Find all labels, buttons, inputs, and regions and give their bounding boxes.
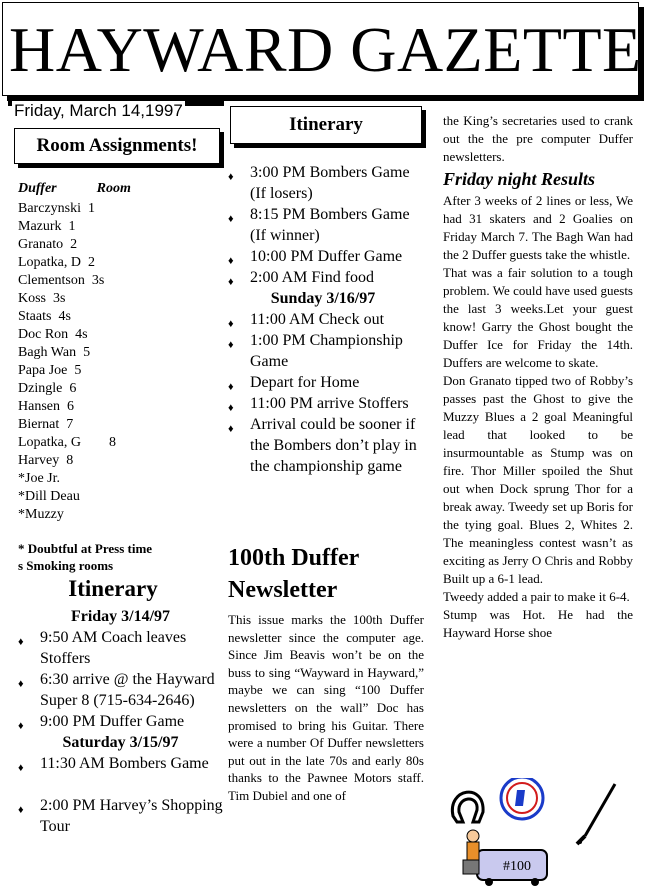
itinerary-item: ♦ 11:30 AM Bombers Game (18, 753, 223, 774)
itinerary-item: ♦ Arrival could be sooner if the Bombers don’t play in the championship game (228, 414, 418, 477)
room-row: *Dill Deau (18, 489, 80, 504)
right-column (443, 112, 633, 642)
room-row: Clementson 3s (18, 273, 105, 288)
itinerary-day-heading: Sunday 3/16/97 (270, 290, 376, 307)
room-table-header (18, 181, 131, 197)
results-paragraph: Don Granato tipped two of Robby’s passes past the Ghost to give the Muzzy Blues a 2 goal Meaningful lead that looked to be insurmountable as Stump was on fire. Thor Miller spoiled the Shut out when Dock sprung Thor for a break away. Tweedy set up Boris for the tying goal. Blues 2, Whites 2. The meaningless contest wasn’t as exciting as Jerry O Chris and Robby Built up a 6-1 lead. (443, 373, 633, 586)
room-row: Harvey 8 (18, 453, 74, 468)
room-row: Lopatka, G 8 (18, 435, 116, 450)
footnote-doubtful: * Doubtful at Press time (18, 541, 153, 556)
itinerary-item: ♦ 3:00 PM Bombers Game (If losers) (228, 162, 418, 204)
friday-results-title: Friday night Results (443, 169, 596, 189)
itinerary-left-list (18, 606, 223, 837)
results-paragraph: Tweedy added a pair to make it 6-4. (443, 589, 630, 604)
room-row: Bagh Wan 5 (18, 345, 91, 360)
itinerary-item: ♦ 9:00 PM Duffer Game (18, 711, 223, 732)
footnote-smoking: s Smoking rooms (18, 558, 114, 573)
room-row: Granato 2 (18, 237, 78, 252)
room-row: Mazurk 1 (18, 219, 76, 234)
room-row: Hansen 6 (18, 399, 74, 414)
room-row: Papa Joe 5 (18, 363, 82, 378)
room-row: Barczynski 1 (18, 201, 95, 216)
itinerary-item: ♦ 9:50 AM Coach leaves Stoffers (18, 627, 223, 669)
room-row: Staats 4s (18, 309, 71, 324)
issue-date: Friday, March 14,1997 (14, 101, 183, 120)
itinerary-item: ♦ 1:00 PM Championship Game (228, 330, 418, 372)
itinerary-mid-title: Itinerary (230, 106, 422, 144)
room-row: Lopatka, D 2 (18, 255, 95, 270)
room-row: Doc Ron 4s (18, 327, 88, 342)
friday-results-body (443, 192, 633, 642)
room-list (18, 200, 116, 524)
results-paragraph: Stump was Hot. He had the Hayward Horse shoe (443, 607, 633, 640)
zamboni-icon (463, 830, 547, 886)
room-row: *Joe Jr. (18, 471, 60, 486)
itinerary-item: ♦ 2:00 AM Find food (228, 267, 418, 288)
room-row: *Muzzy (18, 507, 64, 522)
room-assignments-title: Room Assignments! (14, 128, 220, 164)
illustrations (445, 778, 625, 888)
masthead (2, 2, 642, 96)
itinerary-item: ♦ 6:30 arrive @ the Hayward Super 8 (715-634-2646) (18, 669, 223, 711)
continued-text: the King’s secretaries used to crank out the the pre computer Duffer newsletters. (443, 113, 633, 164)
itinerary-item: ♦ 11:00 PM arrive Stoffers (228, 393, 418, 414)
masthead-title: HAYWARD GAZETTE (9, 14, 642, 85)
itinerary-item: ♦ 2:00 PM Harvey’s Shopping Tour (18, 795, 223, 837)
room-footnotes (18, 540, 208, 574)
results-paragraph: That was a fair solution to a tough problem. We could have used guests the last 3 weeks.Let your guest know! Garry the Ghost bought the Duffer Ice for Friday the 14th. Duffers are welcome to skate. (443, 265, 633, 370)
team-logo-icon (501, 778, 543, 819)
zamboni-label: #100 (503, 859, 531, 874)
room-row: Biernat 7 (18, 417, 74, 432)
itinerary-item: ♦ 8:15 PM Bombers Game (If winner) (228, 204, 418, 246)
itinerary-day-heading: Saturday 3/15/97 (62, 734, 179, 751)
results-paragraph: After 3 weeks of 2 lines or less, We had 31 skaters and 2 Goalies on Friday March 7. The Bagh Wan had the 2 Duffer guests take the whistle. (443, 193, 633, 262)
itinerary-mid-list (228, 162, 418, 477)
itinerary-item: ♦ Depart for Home (228, 372, 418, 393)
newsletter-title: 100th Duffer Newsletter (228, 545, 359, 603)
duffer-column-header: Duffer (18, 181, 57, 196)
newsletter-body: This issue marks the 100th Duffer newsletter since the computer age. Since Jim Beavis won’t be on the buss to sing “Wayward in Hayward,” maybe we can sing “100 Duffer newsletters on the wall” Doc has promised to bring his Guitar. There were a number Of Duffer newsletters put out in the late 70s and early 80s thanks to the Pawnee Motors staff. Tim Dubiel and one of (228, 612, 424, 803)
room-row: Dzingle 6 (18, 381, 77, 396)
hockey-stick-icon (577, 784, 615, 844)
itinerary-item: ♦ 10:00 PM Duffer Game (228, 246, 418, 267)
room-row: Koss 3s (18, 291, 66, 306)
itinerary-day-heading: Friday 3/14/97 (70, 608, 171, 625)
room-column-header: Room (96, 181, 131, 196)
itinerary-item: ♦ 11:00 AM Check out (228, 309, 418, 330)
itinerary-left-title: Itinerary (68, 576, 158, 601)
horseshoe-icon (452, 792, 483, 822)
